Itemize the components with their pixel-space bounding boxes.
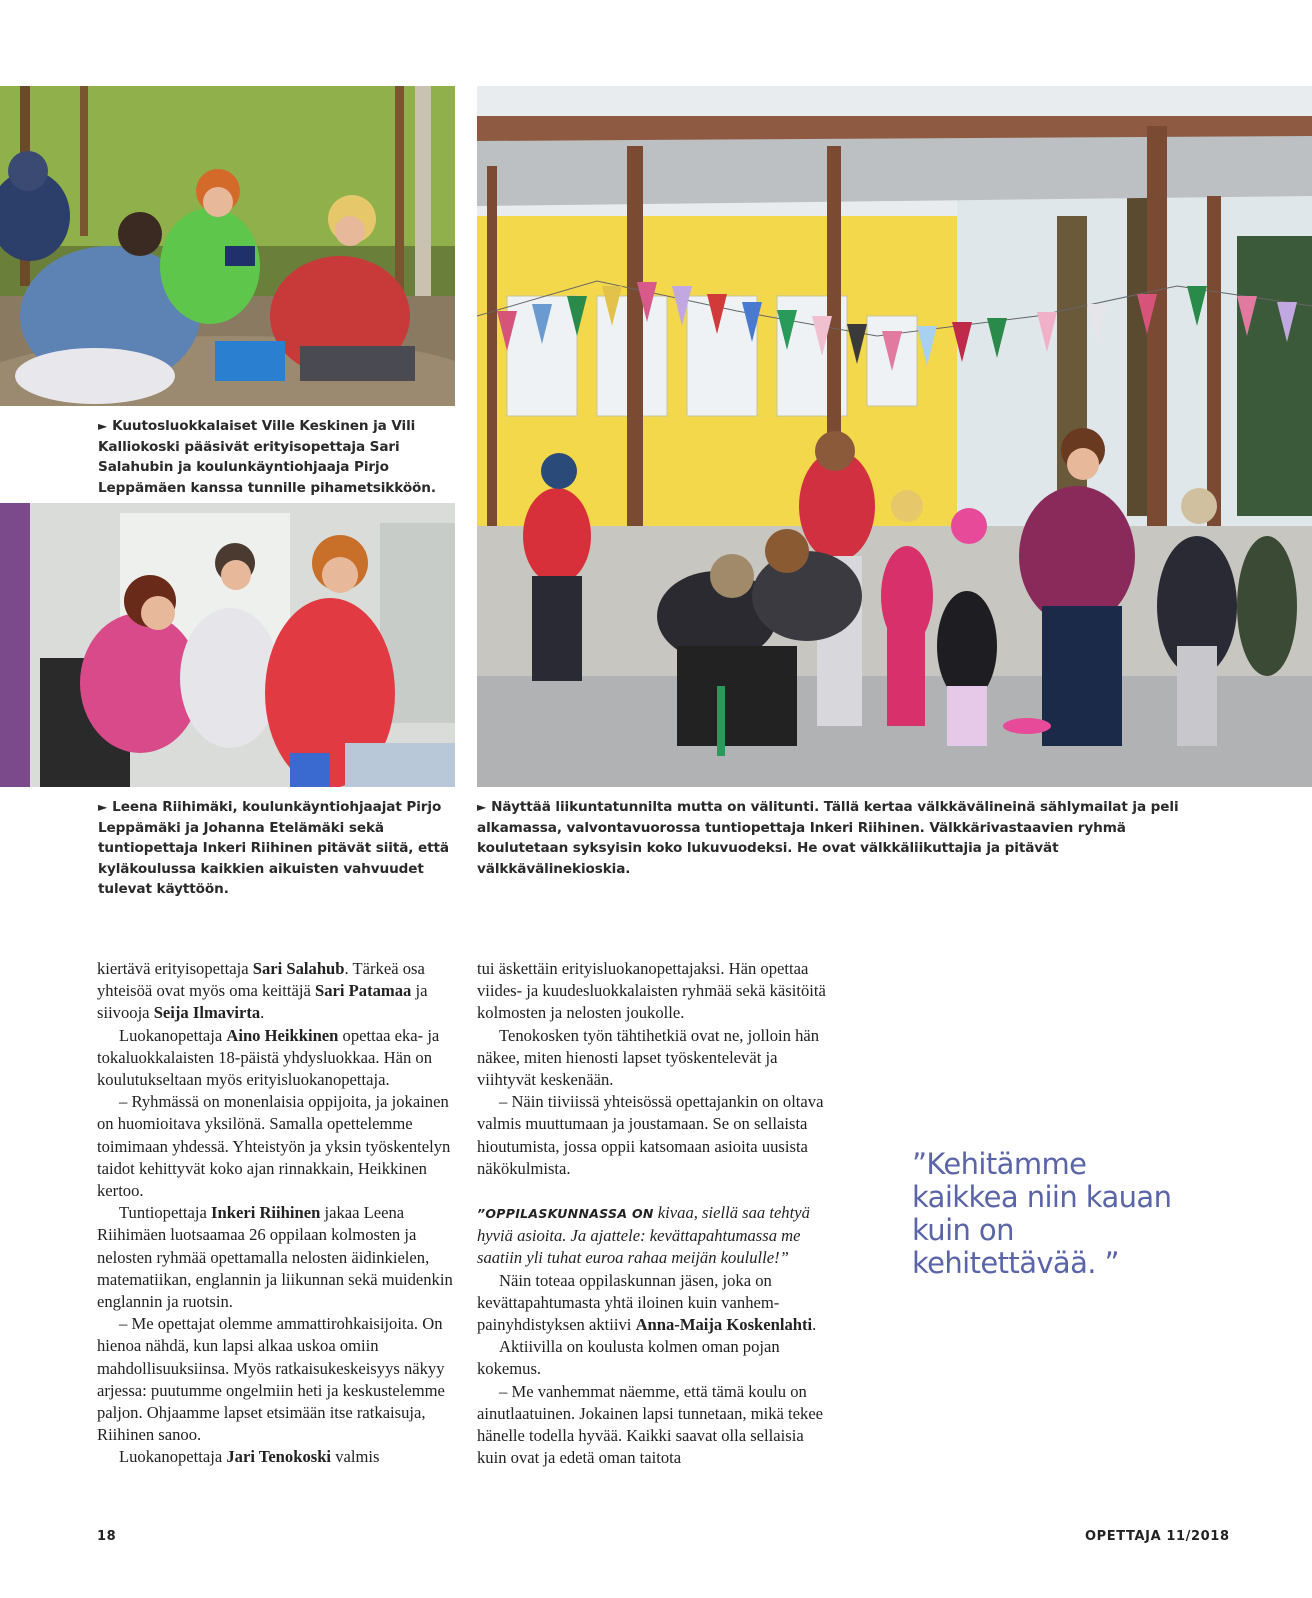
photo-staff-kitchen [0,503,455,787]
column1-paragraph-4: Tuntiopettaja Inkeri Riihinen jakaa Leena Riihimäen luotsaamaa 26 oppilaan kolmosten ja nelosten ryhmää opettamalla nelosten äidinkielen, matematiikan, englannin ja liikunnan sekä muidenkin englannin ja ruotsin. [97,1203,453,1312]
pull-quote: ”Kehitämme kaikkea niin kauan kuin on kehitettävää. ” [912,1147,1172,1280]
paragraph-gap [477,1180,835,1202]
column1-paragraph-5: – Me opettajat olemme ammattirohkaisijoita. On hienoa nähdä, kun lapsi alkaa uskoa omiin mahdollisuuksiinsa. Myös ratkaisukeskeisyys näkyy arjessa: puutumme ongelmiin heti ja keskustelemme paljon. Ohjaamme lapset etsimään itse ratkaisuja, Riihinen sanoo. [97,1314,445,1445]
column1-paragraph-6: Luokanopettaja Jari Tenokoski valmis [119,1447,380,1467]
caption-text: Kuutosluokkalaiset Ville Keskinen ja Vili Kalliokoski pääsivät erityisopettaja Sari Salahubin ja koulunkäyntiohjaaja Pirjo Leppämäen kanssa tunnille pihametsikköön. [98,418,436,496]
caption-photo-kitchen [98,797,458,900]
column1-paragraph-2: Luokanopettaja Aino Heikkinen opettaa eka- ja tokaluokkalaisten 18-päistä yhdysluokkaa. Hän on koulutukseltaan myös erityisluokanopettaja. [97,1025,440,1090]
column1-paragraph-3: – Ryhmässä on monenlaisia oppijoita, ja jokainen on huomioitava yksilönä. Samalla opettelemme toimimaan yhdessä. Yhteistyön ja yksin työskentelyn taidot kehittyvät koko ajan rinnakkain, Heikkinen kertoo. [97,1092,451,1201]
column2-paragraph-3: – Näin tiiviissä yhteisössä opettajankin on oltava valmis muuttumaan ja joustamaan. Se on sellaista hioutumista, jossa oppii katsomaan asioita uusista näkökulmista. [477,1092,824,1178]
article-column-2 [477,958,835,1469]
publication-issue: OPETTAJA 11/2018 [1085,1529,1230,1544]
column2-paragraph-7: – Me vanhemmat näemme, että tämä koulu on ainutlaatuinen. Jokainen lapsi tunnetaan, mikä tekee hänelle todella hyvää. Kaikki saavat olla sellaisia kuin ovat ja edetä oman taitota [477,1381,824,1468]
caption-photo-forest [98,416,458,498]
page-number: 18 [97,1529,117,1544]
photo-schoolyard-illustration [477,86,1312,787]
article-column-1 [97,958,455,1469]
column2-paragraph-6: Aktiivilla on koulusta kolmen oman pojan kokemus. [477,1337,780,1379]
caption-text: Leena Riihimäki, koulunkäyntiohjaajat Pirjo Leppämäki ja Johanna Etelämäki sekä tuntiopettaja Inkeri Riihinen pitävät siitä, että kyläkoulussa kaikkien aikuisten vahvuudet tulevat käyttöön. [98,799,449,897]
column2-paragraph-2: Tenokosken työn tähtihetkiä ovat ne, jolloin hän näkee, miten hienosti lapset työskentelevät ja viihtyvät keskenään. [477,1025,820,1090]
column2-paragraph-1: tui äskettäin erityisluokanopettajaksi. Hän opettaa viides- ja kuudesluokkalaisten ryhmää sekä käsitöitä kolmosten ja nelosten joukolle. [477,959,826,1023]
caption-text: Näyttää liikuntatunnilta mutta on välitunti. Tällä kertaa välkkävälineinä sählymailat ja peli alkamassa, valvontavuorossa tuntiopettaja Inkeri Riihinen. Välkkärivastaavien ryhmä koulutetaan syksyisin koko lukuvuodeksi. He ovat välkkäliikuttajia ja pitävät välkkävälinekioskia. [477,799,1179,877]
photo-schoolyard-recess [477,86,1312,787]
caption-arrow-icon: ► [98,800,108,814]
photo-kitchen-illustration [0,503,455,787]
photo-forest-illustration [0,86,455,406]
caption-arrow-icon: ► [477,800,487,814]
column2-student-quote: ”OPPILASKUNNASSA ON kivaa, siellä saa tehtyä hyviä asioita. Ja ajattele: kevättapahtumassa me saatiin yli tuhat euroa rahaa meijän koululle!” [477,1203,810,1268]
caption-photo-schoolyard [477,797,1197,879]
photo-forest-lesson [0,86,455,406]
column1-paragraph-1: kiertävä erityisopettaja Sari Salahub. Tärkeä osa yhteisöä ovat myös oma keittäjä Sari Patamaa ja siivooja Seija Ilmavirta. [97,959,428,1023]
column2-paragraph-5: Näin toteaa oppilaskunnan jäsen, joka on kevättapahtumasta yhtä iloinen kuin vanhempainyhdistyksen aktiivi Anna-Maija Koskenlahti. [477,1270,817,1335]
caption-arrow-icon: ► [98,419,108,433]
